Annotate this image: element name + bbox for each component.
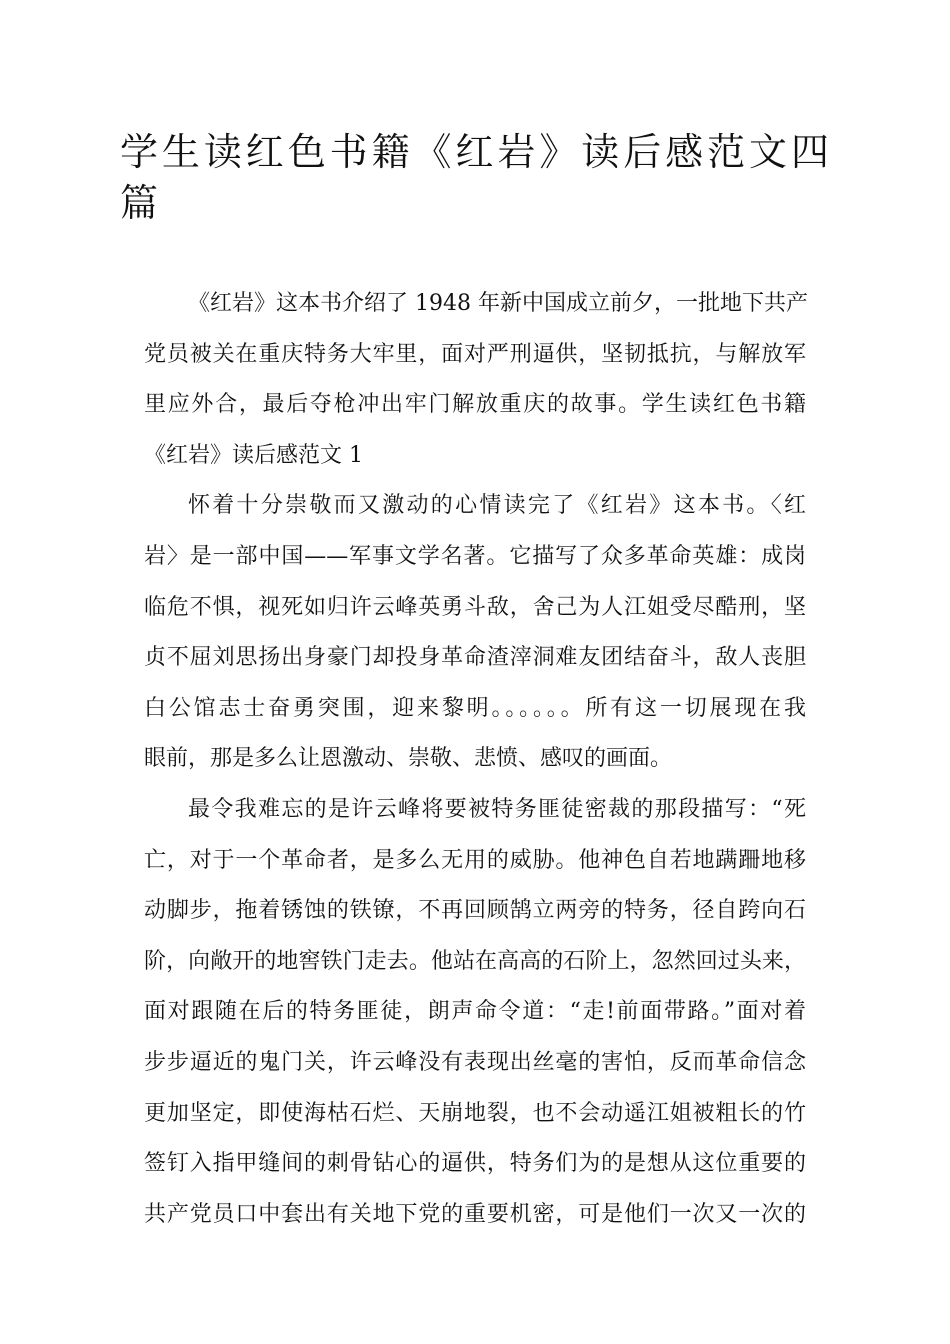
paragraph-line: 贞不屈刘思扬出身豪门却投身革命渣滓洞难友团结奋斗，敌人丧胆: [144, 645, 806, 671]
document-body: [144, 279, 806, 1240]
title-line-2: 篇: [120, 180, 160, 225]
paragraph-line: 签钉入指甲缝间的刺骨钻心的逼供，特务们为的是想从这位重要的: [144, 1151, 806, 1177]
paragraph-line: 亡，对于一个革命者，是多么无用的威胁。他神色自若地蹒跚地移: [144, 847, 806, 873]
paragraph-line: 《红岩》读后感范文 1: [144, 442, 363, 468]
paragraph-2: [144, 481, 806, 785]
paragraph-line: 临危不惧，视死如归许云峰英勇斗敌，舍己为人江姐受尽酷刑，坚: [144, 594, 806, 620]
paragraph-1: [144, 279, 806, 481]
paragraph-line: 《红岩》这本书介绍了 1948 年新中国成立前夕，一批地下共产: [188, 291, 808, 316]
paragraph-line: 动脚步，拖着锈蚀的铁镣，不再回顾鹄立两旁的特务，径自跨向石: [144, 898, 806, 924]
title-line-1: 学生读红色书籍《红岩》读后感范文四: [120, 130, 830, 174]
paragraph-3: [144, 785, 806, 1240]
paragraph-line: 里应外合，最后夺枪冲出牢门解放重庆的故事。学生读红色书籍: [144, 392, 806, 418]
paragraph-line: 共产党员口中套出有关地下党的重要机密，可是他们一次又一次的: [144, 1201, 806, 1227]
paragraph-line: 阶，向敞开的地窖铁门走去。他站在高高的石阶上，忽然回过头来，: [144, 948, 806, 974]
paragraph-line: 更加坚定，即使海枯石烂、天崩地裂，也不会动遥江姐被粗长的竹: [144, 1100, 806, 1126]
paragraph-line: 眼前，那是多么让恩激动、崇敬、悲愤、感叹的画面。: [144, 746, 673, 772]
paragraph-line: 最令我难忘的是许云峰将要被特务匪徒密裁的那段描写：“死: [188, 796, 806, 822]
paragraph-line: 白公馆志士奋勇突围，迎来黎明。。。。。。所有这一切展现在我: [144, 695, 806, 721]
paragraph-line: 面对跟随在后的特务匪徒，朗声命令道：“走!前面带路。”面对着: [144, 999, 806, 1025]
paragraph-line: 步步逼近的鬼门关，许云峰没有表现出丝毫的害怕，反而革命信念: [144, 1049, 806, 1075]
paragraph-line: 党员被关在重庆特务大牢里，面对严刑逼供，坚韧抵抗，与解放军: [144, 341, 806, 367]
paragraph-line: 岩〉是一部中国——军事文学名著。它描写了众多革命英雄：成岗: [144, 543, 806, 569]
document-title: [120, 128, 830, 229]
paragraph-line: 怀着十分崇敬而又激动的心情读完了《红岩》这本书。〈红: [188, 493, 806, 519]
